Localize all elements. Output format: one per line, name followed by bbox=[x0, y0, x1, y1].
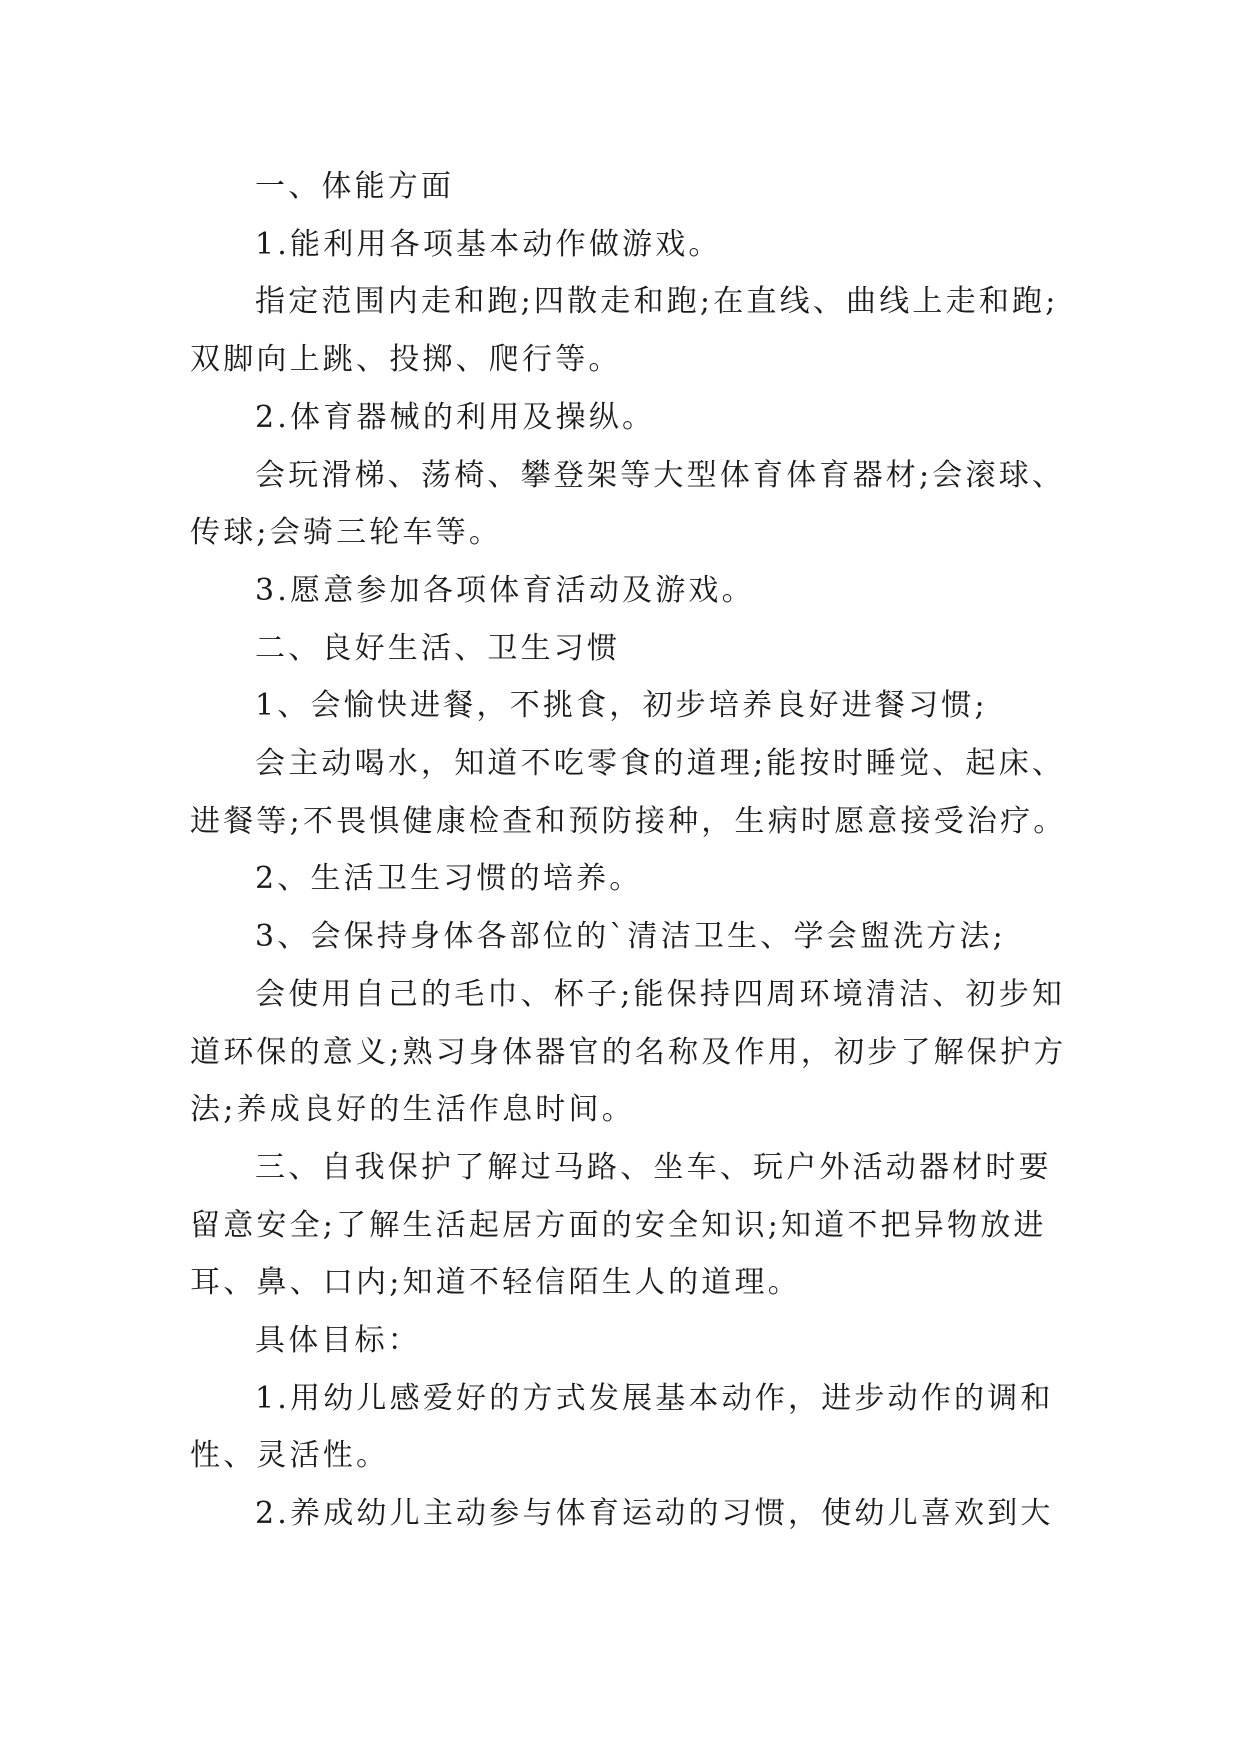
document-body bbox=[190, 158, 1070, 1543]
paragraph: 3.愿意参加各项体育活动及游戏。 bbox=[255, 572, 755, 608]
section-heading-physical: 一、体能方面 bbox=[255, 169, 455, 204]
paragraph: 会玩滑梯、荡椅、攀登架等大型体育体育器材;会滚球、传球;会骑三轮车等。 bbox=[190, 457, 1066, 551]
paragraph: 2.体育器械的利用及操纵。 bbox=[255, 399, 656, 435]
paragraph: 1.用幼儿感爱好的方式发展基本动作，进步动作的调和性、灵活性。 bbox=[190, 1380, 1054, 1474]
paragraph: 指定范围内走和跑;四散走和跑;在直线、曲线上走和跑;双脚向上跳、投掷、爬行等。 bbox=[190, 284, 1059, 378]
paragraph: 会使用自己的毛巾、杯子;能保持四周环境清洁、初步知道环保的意义;熟习身体器官的名称及作用，初步了解保护方法;养成良好的生活作息时间。 bbox=[190, 976, 1067, 1128]
paragraph-specific-goals: 具体目标： bbox=[255, 1323, 421, 1359]
section-heading-self-protection: 三、自我保护了解过马路、坐车、玩户外活动器材时要留意安全;了解生活起居方面的安全知识;知道不把异物放进耳、鼻、口内;知道不轻信陌生人的道理。 bbox=[190, 1149, 1052, 1301]
paragraph: 3、会保持身体各部位的`清洁卫生、学会盥洗方法; bbox=[255, 919, 1006, 955]
paragraph: 2、生活卫生习惯的培养。 bbox=[255, 861, 643, 897]
paragraph: 2.养成幼儿主动参与体育运动的习惯，使幼儿喜欢到大 bbox=[255, 1496, 1054, 1532]
section-heading-habits: 二、良好生活、卫生习惯 bbox=[255, 630, 621, 666]
paragraph: 1、会愉快进餐，不挑食，初步培养良好进餐习惯; bbox=[255, 688, 988, 724]
paragraph: 1.能利用各项基本动作做游戏。 bbox=[255, 226, 722, 262]
paragraph: 会主动喝水，知道不吃零食的道理;能按时睡觉、起床、进餐等;不畏惧健康检查和预防接种，生病时愿意接受治疗。 bbox=[190, 746, 1067, 839]
